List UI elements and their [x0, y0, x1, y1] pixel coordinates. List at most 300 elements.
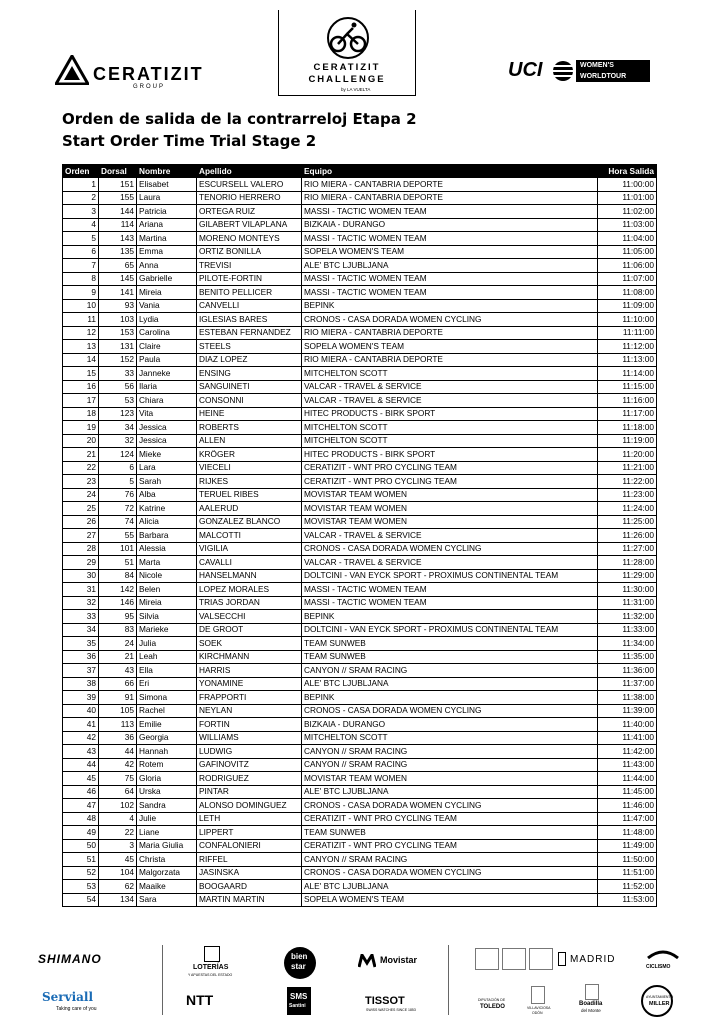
apellido-cell: CAVALLI	[197, 556, 302, 570]
table-row	[63, 434, 657, 448]
ciclismo-logo: CICLISMO	[646, 964, 671, 970]
dorsal-cell: 93	[99, 299, 137, 313]
orden-cell: 32	[63, 596, 99, 610]
apellido-cell: VALSECCHI	[197, 610, 302, 624]
orden-cell: 14	[63, 353, 99, 367]
event-logo-line2: CHALLENGE	[308, 74, 386, 85]
table-row	[63, 610, 657, 624]
apellido-cell: RIFFEL	[197, 853, 302, 867]
nombre-cell: Liane	[137, 826, 197, 840]
orden-cell: 54	[63, 893, 99, 907]
sms-logo-bottom: Santini	[289, 1003, 306, 1009]
gov-seal-icon-1	[475, 948, 499, 970]
orden-cell: 38	[63, 677, 99, 691]
dorsal-cell: 142	[99, 583, 137, 597]
orden-cell: 39	[63, 691, 99, 705]
table-row	[63, 475, 657, 489]
equipo-cell: HITEC PRODUCTS - BIRK SPORT	[302, 407, 598, 421]
equipo-cell: RIO MIERA - CANTABRIA DEPORTE	[302, 178, 598, 192]
dorsal-cell: 3	[99, 839, 137, 853]
apellido-cell: GILABERT VILAPLANA	[197, 218, 302, 232]
table-row	[63, 745, 657, 759]
nombre-cell: Julia	[137, 637, 197, 651]
equipo-cell: MASSI - TACTIC WOMEN TEAM	[302, 205, 598, 219]
nombre-cell: Nicole	[137, 569, 197, 583]
nombre-cell: Emilie	[137, 718, 197, 732]
apellido-cell: KRÖGER	[197, 448, 302, 462]
apellido-cell: ESCURSELL VALERO	[197, 178, 302, 192]
hora-salida-cell: 11:02:00	[598, 205, 657, 219]
wwt-line2: WORLDTOUR	[580, 73, 627, 80]
hora-salida-cell: 11:33:00	[598, 623, 657, 637]
hora-salida-cell: 11:30:00	[598, 583, 657, 597]
col-equipo: Equipo	[302, 165, 598, 178]
footer-divider-1	[162, 945, 163, 1015]
equipo-cell: CRONOS - CASA DORADA WOMEN CYCLING	[302, 866, 598, 880]
event-logo-line1: CERATIZIT	[313, 62, 381, 73]
dorsal-cell: 65	[99, 259, 137, 273]
table-row	[63, 758, 657, 772]
orden-cell: 22	[63, 461, 99, 475]
dorsal-cell: 24	[99, 637, 137, 651]
table-row	[63, 488, 657, 502]
hora-salida-cell: 11:06:00	[598, 259, 657, 273]
hora-salida-cell: 11:49:00	[598, 839, 657, 853]
nombre-cell: Mireia	[137, 286, 197, 300]
apellido-cell: AALERUD	[197, 502, 302, 516]
gov-seal-icon-2	[502, 948, 526, 970]
table-row	[63, 785, 657, 799]
dorsal-cell: 123	[99, 407, 137, 421]
gov-seal-icon-3	[529, 948, 553, 970]
equipo-cell: SOPELA WOMEN'S TEAM	[302, 340, 598, 354]
nombre-cell: Jessica	[137, 434, 197, 448]
apellido-cell: LIPPERT	[197, 826, 302, 840]
hora-salida-cell: 11:01:00	[598, 191, 657, 205]
orden-cell: 34	[63, 623, 99, 637]
dorsal-cell: 141	[99, 286, 137, 300]
nombre-cell: Martina	[137, 232, 197, 246]
sms-logo-top: SMS	[290, 992, 308, 1001]
dorsal-cell: 66	[99, 677, 137, 691]
hora-salida-cell: 11:20:00	[598, 448, 657, 462]
apellido-cell: STEELS	[197, 340, 302, 354]
apellido-cell: VIGILIA	[197, 542, 302, 556]
table-row	[63, 245, 657, 259]
dorsal-cell: 135	[99, 245, 137, 259]
apellido-cell: CONFALONIERI	[197, 839, 302, 853]
table-row	[63, 272, 657, 286]
dorsal-cell: 34	[99, 421, 137, 435]
nombre-cell: Janneke	[137, 367, 197, 381]
hora-salida-cell: 11:08:00	[598, 286, 657, 300]
equipo-cell: HITEC PRODUCTS - BIRK SPORT	[302, 448, 598, 462]
bienstar-logo-top: bien	[291, 952, 308, 961]
hora-salida-cell: 11:24:00	[598, 502, 657, 516]
dorsal-cell: 146	[99, 596, 137, 610]
uci-womens-worldtour-logo	[508, 57, 648, 87]
hora-salida-cell: 11:04:00	[598, 232, 657, 246]
madrid-star-icon	[558, 952, 566, 966]
table-row	[63, 826, 657, 840]
nombre-cell: Simona	[137, 691, 197, 705]
apellido-cell: BOOGAARD	[197, 880, 302, 894]
nombre-cell: Barbara	[137, 529, 197, 543]
dorsal-cell: 53	[99, 394, 137, 408]
equipo-cell: DOLTCINI - VAN EYCK SPORT - PROXIMUS CONTINENTAL TEAM	[302, 569, 598, 583]
nombre-cell: Sara	[137, 893, 197, 907]
nombre-cell: Silvia	[137, 610, 197, 624]
orden-cell: 8	[63, 272, 99, 286]
nombre-cell: Rachel	[137, 704, 197, 718]
page-header	[0, 0, 724, 100]
equipo-cell: BEPINK	[302, 299, 598, 313]
dorsal-cell: 32	[99, 434, 137, 448]
orden-cell: 26	[63, 515, 99, 529]
orden-cell: 2	[63, 191, 99, 205]
col-dorsal: Dorsal	[99, 165, 137, 178]
orden-cell: 33	[63, 610, 99, 624]
wwt-line1: WOMEN'S	[580, 62, 614, 69]
apellido-cell: FORTIN	[197, 718, 302, 732]
dorsal-cell: 21	[99, 650, 137, 664]
hora-salida-cell: 11:26:00	[598, 529, 657, 543]
dorsal-cell: 6	[99, 461, 137, 475]
nombre-cell: Ella	[137, 664, 197, 678]
dorsal-cell: 4	[99, 812, 137, 826]
table-row	[63, 664, 657, 678]
dorsal-cell: 42	[99, 758, 137, 772]
hora-salida-cell: 11:38:00	[598, 691, 657, 705]
table-row	[63, 731, 657, 745]
equipo-cell: CERATIZIT - WNT PRO CYCLING TEAM	[302, 839, 598, 853]
hora-salida-cell: 11:15:00	[598, 380, 657, 394]
uci-text: UCI	[508, 59, 543, 81]
orden-cell: 16	[63, 380, 99, 394]
uci-stripes-icon	[552, 59, 574, 83]
apellido-cell: HEINE	[197, 407, 302, 421]
table-header-row	[63, 165, 657, 178]
hora-salida-cell: 11:09:00	[598, 299, 657, 313]
toledo-logo-bottom: TOLEDO	[480, 1004, 505, 1010]
equipo-cell: VALCAR - TRAVEL & SERVICE	[302, 394, 598, 408]
dorsal-cell: 83	[99, 623, 137, 637]
apellido-cell: DIAZ LOPEZ	[197, 353, 302, 367]
hora-salida-cell: 11:45:00	[598, 785, 657, 799]
equipo-cell: RIO MIERA - CANTABRIA DEPORTE	[302, 191, 598, 205]
nombre-cell: Anna	[137, 259, 197, 273]
hora-salida-cell: 11:35:00	[598, 650, 657, 664]
dorsal-cell: 153	[99, 326, 137, 340]
equipo-cell: ALE' BTC LJUBLJANA	[302, 880, 598, 894]
apellido-cell: DE GROOT	[197, 623, 302, 637]
equipo-cell: CERATIZIT - WNT PRO CYCLING TEAM	[302, 461, 598, 475]
equipo-cell: MASSI - TACTIC WOMEN TEAM	[302, 272, 598, 286]
dorsal-cell: 84	[99, 569, 137, 583]
nombre-cell: Lydia	[137, 313, 197, 327]
nombre-cell: Eri	[137, 677, 197, 691]
table-row	[63, 556, 657, 570]
apellido-cell: ALONSO DOMINGUEZ	[197, 799, 302, 813]
ceratizit-challenge-logo	[278, 10, 416, 96]
col-hora-salida: Hora Salida	[598, 165, 657, 178]
table-row	[63, 232, 657, 246]
apellido-cell: MORENO MONTEYS	[197, 232, 302, 246]
boadilla-logo-top: Boadilla	[579, 1001, 603, 1007]
table-row	[63, 839, 657, 853]
orden-cell: 9	[63, 286, 99, 300]
apellido-cell: ORTIZ BONILLA	[197, 245, 302, 259]
equipo-cell: VALCAR - TRAVEL & SERVICE	[302, 529, 598, 543]
col-nombre: Nombre	[137, 165, 197, 178]
orden-cell: 41	[63, 718, 99, 732]
equipo-cell: BIZKAIA - DURANGO	[302, 718, 598, 732]
dorsal-cell: 51	[99, 556, 137, 570]
cyclist-icon	[323, 16, 373, 60]
table-row	[63, 421, 657, 435]
hora-salida-cell: 11:12:00	[598, 340, 657, 354]
event-logo-line3: by LA VUELTA	[341, 87, 371, 92]
orden-cell: 6	[63, 245, 99, 259]
hora-salida-cell: 11:31:00	[598, 596, 657, 610]
table-row	[63, 691, 657, 705]
table-row	[63, 461, 657, 475]
apellido-cell: ESTEBAN FERNANDEZ	[197, 326, 302, 340]
dorsal-cell: 104	[99, 866, 137, 880]
equipo-cell: MASSI - TACTIC WOMEN TEAM	[302, 583, 598, 597]
apellido-cell: LOPEZ MORALES	[197, 583, 302, 597]
equipo-cell: CRONOS - CASA DORADA WOMEN CYCLING	[302, 799, 598, 813]
equipo-cell: CANYON // SRAM RACING	[302, 664, 598, 678]
dorsal-cell: 131	[99, 340, 137, 354]
nombre-cell: Lara	[137, 461, 197, 475]
hora-salida-cell: 11:47:00	[598, 812, 657, 826]
orden-cell: 42	[63, 731, 99, 745]
orden-cell: 15	[63, 367, 99, 381]
nombre-cell: Katrine	[137, 502, 197, 516]
hora-salida-cell: 11:36:00	[598, 664, 657, 678]
dorsal-cell: 155	[99, 191, 137, 205]
orden-cell: 24	[63, 488, 99, 502]
nombre-cell: Malgorzata	[137, 866, 197, 880]
equipo-cell: CERATIZIT - WNT PRO CYCLING TEAM	[302, 812, 598, 826]
apellido-cell: LETH	[197, 812, 302, 826]
equipo-cell: MITCHELTON SCOTT	[302, 367, 598, 381]
dorsal-cell: 113	[99, 718, 137, 732]
orden-cell: 30	[63, 569, 99, 583]
hora-salida-cell: 11:19:00	[598, 434, 657, 448]
ceratizit-logo-group: GROUP	[133, 84, 166, 90]
hora-salida-cell: 11:07:00	[598, 272, 657, 286]
dorsal-cell: 95	[99, 610, 137, 624]
equipo-cell: SOPELA WOMEN'S TEAM	[302, 245, 598, 259]
equipo-cell: RIO MIERA - CANTABRIA DEPORTE	[302, 353, 598, 367]
nombre-cell: Gabrielle	[137, 272, 197, 286]
ceratizit-logo-text: CERATIZIT	[93, 64, 204, 84]
dorsal-cell: 64	[99, 785, 137, 799]
hora-salida-cell: 11:11:00	[598, 326, 657, 340]
equipo-cell: CERATIZIT - WNT PRO CYCLING TEAM	[302, 475, 598, 489]
nombre-cell: Vita	[137, 407, 197, 421]
orden-cell: 5	[63, 232, 99, 246]
equipo-cell: MOVISTAR TEAM WOMEN	[302, 515, 598, 529]
dorsal-cell: 91	[99, 691, 137, 705]
nombre-cell: Belen	[137, 583, 197, 597]
equipo-cell: MITCHELTON SCOTT	[302, 421, 598, 435]
apellido-cell: YONAMINE	[197, 677, 302, 691]
ciclismo-wave-icon	[646, 946, 680, 962]
table-row	[63, 218, 657, 232]
table-row	[63, 191, 657, 205]
table-row	[63, 340, 657, 354]
table-row	[63, 772, 657, 786]
dorsal-cell: 103	[99, 313, 137, 327]
orden-cell: 18	[63, 407, 99, 421]
table-row	[63, 812, 657, 826]
equipo-cell: SOPELA WOMEN'S TEAM	[302, 893, 598, 907]
apellido-cell: TRIAS JORDAN	[197, 596, 302, 610]
nombre-cell: Ariana	[137, 218, 197, 232]
orden-cell: 17	[63, 394, 99, 408]
equipo-cell: RIO MIERA - CANTABRIA DEPORTE	[302, 326, 598, 340]
nombre-cell: Alicia	[137, 515, 197, 529]
orden-cell: 43	[63, 745, 99, 759]
apellido-cell: MARTIN MARTIN	[197, 893, 302, 907]
dorsal-cell: 75	[99, 772, 137, 786]
equipo-cell: MITCHELTON SCOTT	[302, 731, 598, 745]
hora-salida-cell: 11:34:00	[598, 637, 657, 651]
nombre-cell: Maaike	[137, 880, 197, 894]
hora-salida-cell: 11:29:00	[598, 569, 657, 583]
table-row	[63, 394, 657, 408]
dorsal-cell: 76	[99, 488, 137, 502]
orden-cell: 47	[63, 799, 99, 813]
apellido-cell: VIECELI	[197, 461, 302, 475]
nombre-cell: Julie	[137, 812, 197, 826]
orden-cell: 19	[63, 421, 99, 435]
orden-cell: 48	[63, 812, 99, 826]
apellido-cell: RIJKES	[197, 475, 302, 489]
table-row	[63, 542, 657, 556]
orden-cell: 10	[63, 299, 99, 313]
orden-cell: 44	[63, 758, 99, 772]
orden-cell: 3	[63, 205, 99, 219]
orden-cell: 12	[63, 326, 99, 340]
equipo-cell: CRONOS - CASA DORADA WOMEN CYCLING	[302, 542, 598, 556]
orden-cell: 20	[63, 434, 99, 448]
table-row	[63, 596, 657, 610]
dorsal-cell: 144	[99, 205, 137, 219]
movistar-m-icon	[358, 954, 376, 968]
bienstar-logo-bottom: star	[291, 962, 306, 971]
table-row	[63, 799, 657, 813]
equipo-cell: CRONOS - CASA DORADA WOMEN CYCLING	[302, 704, 598, 718]
nombre-cell: Rotem	[137, 758, 197, 772]
hora-salida-cell: 11:13:00	[598, 353, 657, 367]
dorsal-cell: 124	[99, 448, 137, 462]
hora-salida-cell: 11:32:00	[598, 610, 657, 624]
orden-cell: 31	[63, 583, 99, 597]
equipo-cell: VALCAR - TRAVEL & SERVICE	[302, 556, 598, 570]
apellido-cell: ROBERTS	[197, 421, 302, 435]
dorsal-cell: 45	[99, 853, 137, 867]
equipo-cell: MITCHELTON SCOTT	[302, 434, 598, 448]
equipo-cell: CANYON // SRAM RACING	[302, 853, 598, 867]
apellido-cell: WILLIAMS	[197, 731, 302, 745]
table-row	[63, 259, 657, 273]
nombre-cell: Emma	[137, 245, 197, 259]
nombre-cell: Hannah	[137, 745, 197, 759]
pozuelo-logo-top: AYUNTAMIENTO	[646, 995, 674, 999]
hora-salida-cell: 11:43:00	[598, 758, 657, 772]
apellido-cell: MALCOTTI	[197, 529, 302, 543]
nombre-cell: Marieke	[137, 623, 197, 637]
apellido-cell: CONSONNI	[197, 394, 302, 408]
apellido-cell: RODRIGUEZ	[197, 772, 302, 786]
ntt-logo: NTT	[186, 992, 214, 1008]
apellido-cell: HARRIS	[197, 664, 302, 678]
boadilla-shield-icon	[585, 984, 599, 1000]
serviall-logo: Serviall	[42, 990, 94, 1004]
ceratizit-logo	[55, 55, 225, 95]
dorsal-cell: 101	[99, 542, 137, 556]
apellido-cell: NEYLAN	[197, 704, 302, 718]
nombre-cell: Patricia	[137, 205, 197, 219]
hora-salida-cell: 11:25:00	[598, 515, 657, 529]
orden-cell: 53	[63, 880, 99, 894]
ceratizit-triangle-icon	[55, 55, 89, 85]
dorsal-cell: 55	[99, 529, 137, 543]
equipo-cell: TEAM SUNWEB	[302, 650, 598, 664]
apellido-cell: ALLEN	[197, 434, 302, 448]
nombre-cell: Christa	[137, 853, 197, 867]
apellido-cell: JASINSKA	[197, 866, 302, 880]
equipo-cell: MASSI - TACTIC WOMEN TEAM	[302, 596, 598, 610]
nombre-cell: Elisabet	[137, 178, 197, 192]
apellido-cell: TREVISI	[197, 259, 302, 273]
toledo-logo-top: DIPUTACIÓN DE	[478, 998, 506, 1002]
table-row	[63, 880, 657, 894]
equipo-cell: MOVISTAR TEAM WOMEN	[302, 488, 598, 502]
apellido-cell: CANVELLI	[197, 299, 302, 313]
dorsal-cell: 152	[99, 353, 137, 367]
hora-salida-cell: 11:28:00	[598, 556, 657, 570]
apellido-cell: ORTEGA RUIZ	[197, 205, 302, 219]
equipo-cell: BIZKAIA - DURANGO	[302, 218, 598, 232]
dorsal-cell: 145	[99, 272, 137, 286]
loterias-icon	[204, 946, 220, 962]
title-spanish: Orden de salida de la contrarreloj Etapa 2	[62, 110, 417, 128]
table-row	[63, 866, 657, 880]
dorsal-cell: 105	[99, 704, 137, 718]
equipo-cell: TEAM SUNWEB	[302, 637, 598, 651]
equipo-cell: MOVISTAR TEAM WOMEN	[302, 772, 598, 786]
nombre-cell: Vania	[137, 299, 197, 313]
table-row	[63, 380, 657, 394]
orden-cell: 51	[63, 853, 99, 867]
nombre-cell: Maria Giulia	[137, 839, 197, 853]
dorsal-cell: 43	[99, 664, 137, 678]
movistar-logo: Movistar	[380, 955, 418, 965]
orden-cell: 36	[63, 650, 99, 664]
start-order-table	[62, 164, 657, 907]
boadilla-logo-bottom: del Monte	[581, 1008, 601, 1013]
equipo-cell: MASSI - TACTIC WOMEN TEAM	[302, 286, 598, 300]
pozuelo-logo-bottom: MILLER	[649, 1001, 670, 1007]
nombre-cell: Ilaria	[137, 380, 197, 394]
equipo-cell: ALE' BTC LJUBLJANA	[302, 259, 598, 273]
equipo-cell: MOVISTAR TEAM WOMEN	[302, 502, 598, 516]
